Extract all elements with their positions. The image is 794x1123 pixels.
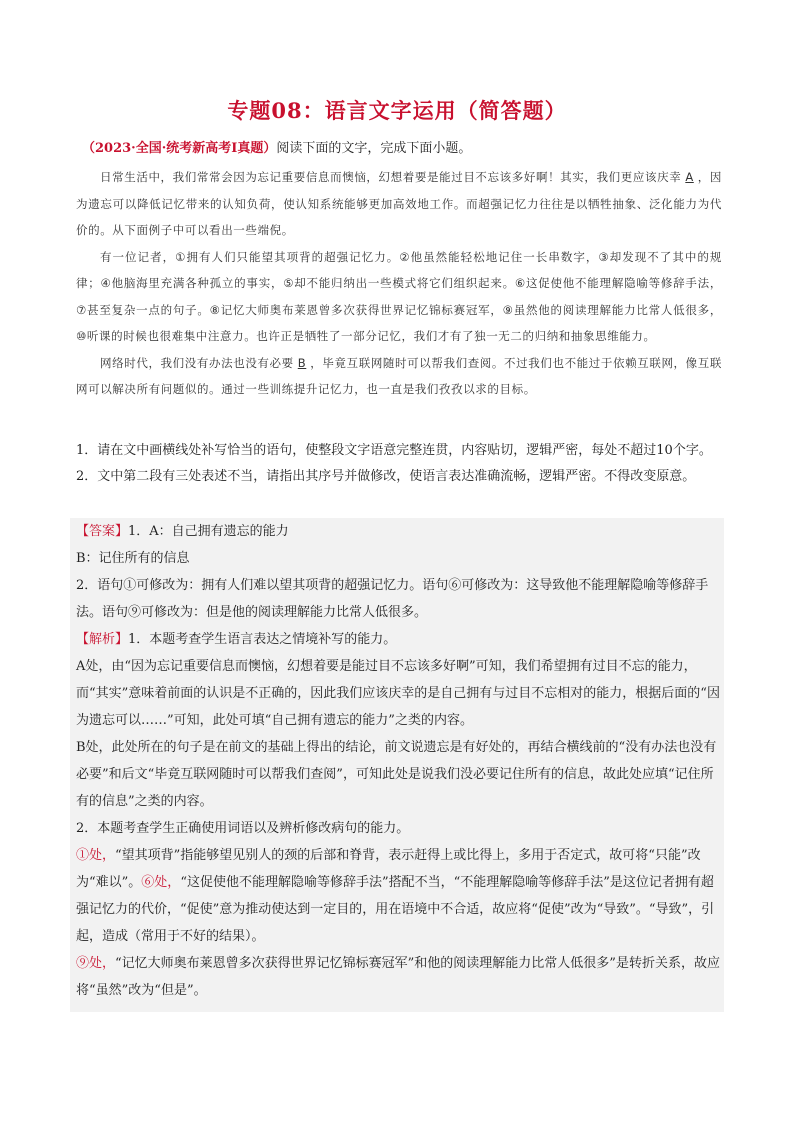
analysis-tag: 【解析】	[76, 632, 129, 647]
passage-paragraph-3: 网络时代，我们没有办法也没有必要 B ，毕竟互联网随时可以帮我们查阅。不过我们也不能过于依赖互联网，像互联网可以解决所有问题似的。通过一些训练提升记忆力，也一直是我们孜孜以求的目标。	[76, 355, 722, 396]
analysis-section	[76, 626, 722, 1004]
analysis-line-1: 【解析】1．本题考查学生语言表达之情境补写的能力。	[76, 632, 397, 647]
analysis-item-1-6: ①处，“望其项背”指能够望见别人的颈的后部和脊背，表示赶得上或比得上，多用于否定式，故可将“只能”改为“难以”。⑥处，“这促使他不能理解隐喻等修辞手法”搭配不当，“不能理解隐喻等修辞手法”是这位记者拥有超强记忆力的代价，“促使”意为推动使达到一定目的，用在语境中不合适，故应将“促使”改为“导致”。“导致”，引起，造成（常用于不好的结果）。	[76, 848, 715, 944]
answer-line-3: 2．语句①可修改为：拥有人们难以望其项背的超强记忆力。语句⑥可修改为：这导致他不能理解隐喻等修辞手法。语句⑨可修改为：但是他的阅读理解能力比常人低很多。	[76, 578, 709, 620]
answer-tag: 【答案】	[76, 524, 129, 539]
passage-paragraph-2: 有一位记者，①拥有人们只能望其项背的超强记忆力。②他虽然能轻松地记住一长串数字，③却发现不了其中的规律；④他脑海里充满各种孤立的事实，⑤却不能归纳出一些模式将它们组织起来。⑥这促使他不能理解隐喻等修辞手法，⑦甚至复杂一点的句子。⑧记忆大师奥布莱恩曾多次获得世界记忆锦标赛冠军，⑨虽然他的阅读理解能力比常人低很多，⑩听课的时候也很难集中注意力。也许正是牺牲了一部分记忆，我们才有了独一无二的归纳和抽象思维能力。	[76, 249, 722, 343]
page-title: 专题08：语言文字运用（简答题）	[227, 98, 567, 123]
answer-line-2: B：记住所有的信息	[76, 551, 190, 566]
question-2: 2．文中第二段有三处表述不当，请指出其序号并做修改，使语言表达准确流畅，逻辑严密。不得改变原意。	[76, 469, 696, 484]
answer-section	[76, 518, 722, 626]
blank-b: B	[297, 355, 307, 370]
analysis-line-2: 2．本题考查学生正确使用词语以及辨析修改病句的能力。	[76, 821, 410, 836]
passage-paragraph-1: 日常生活中，我们常常会因为忘记重要信息而懊恼，幻想着要是能过目不忘该多好啊！其实，我们更应该庆幸 A ，因为遗忘可以降低记忆带来的认知负荷，使认知系统能够更加高效地工作。而超强记忆力往往是以牺牲抽象、泛化能力为代价的。从下面例子中可以看出一些端倪。	[76, 170, 723, 237]
question-source-line	[82, 139, 722, 159]
answer-line-1: 【答案】1．A：自己拥有遗忘的能力	[76, 524, 289, 539]
analysis-b: B处，此处所在的句子是在前文的基础上得出的结论，前文说遗忘是有好处的，再结合横线前的“没有办法也没有必要”和后文“毕竟互联网随时可以帮我们查阅”，可知此处是说我们没必要记住所有的信息，故此处应填“记住所有的信息”之类的内容。	[76, 740, 717, 809]
question-1: 1．请在文中画横线处补写恰当的语句，使整段文字语意完整连贯，内容贴切，逻辑严密，每处不超过10个字。	[76, 443, 712, 458]
analysis-item-9: ⑨处，“记忆大师奥布莱恩曾多次获得世界记忆锦标赛冠军”和他的阅读理解能力比常人低很多”是转折关系，故应将“虽然”改为“但是”。	[76, 956, 720, 998]
blank-a: A	[685, 170, 694, 184]
reading-passage	[76, 164, 722, 403]
analysis-a: A处，由“因为忘记重要信息而懊恼，幻想着要是能过目不忘该多好啊”可知，我们希望拥有过目不忘的能力，而“其实”意味着前面的认识是不正确的，因此我们应该庆幸的是自己拥有与过目不忘相对的能力，根据后面的“因为遗忘可以……”可知，此处可填“自己拥有遗忘的能力”之类的内容。	[76, 659, 720, 728]
question-list	[76, 438, 724, 490]
instruction-text: 阅读下面的文字，完成下面小题。	[276, 141, 472, 156]
exam-source-tag: （2023·全国·统考新高考Ⅰ真题）	[82, 141, 277, 156]
